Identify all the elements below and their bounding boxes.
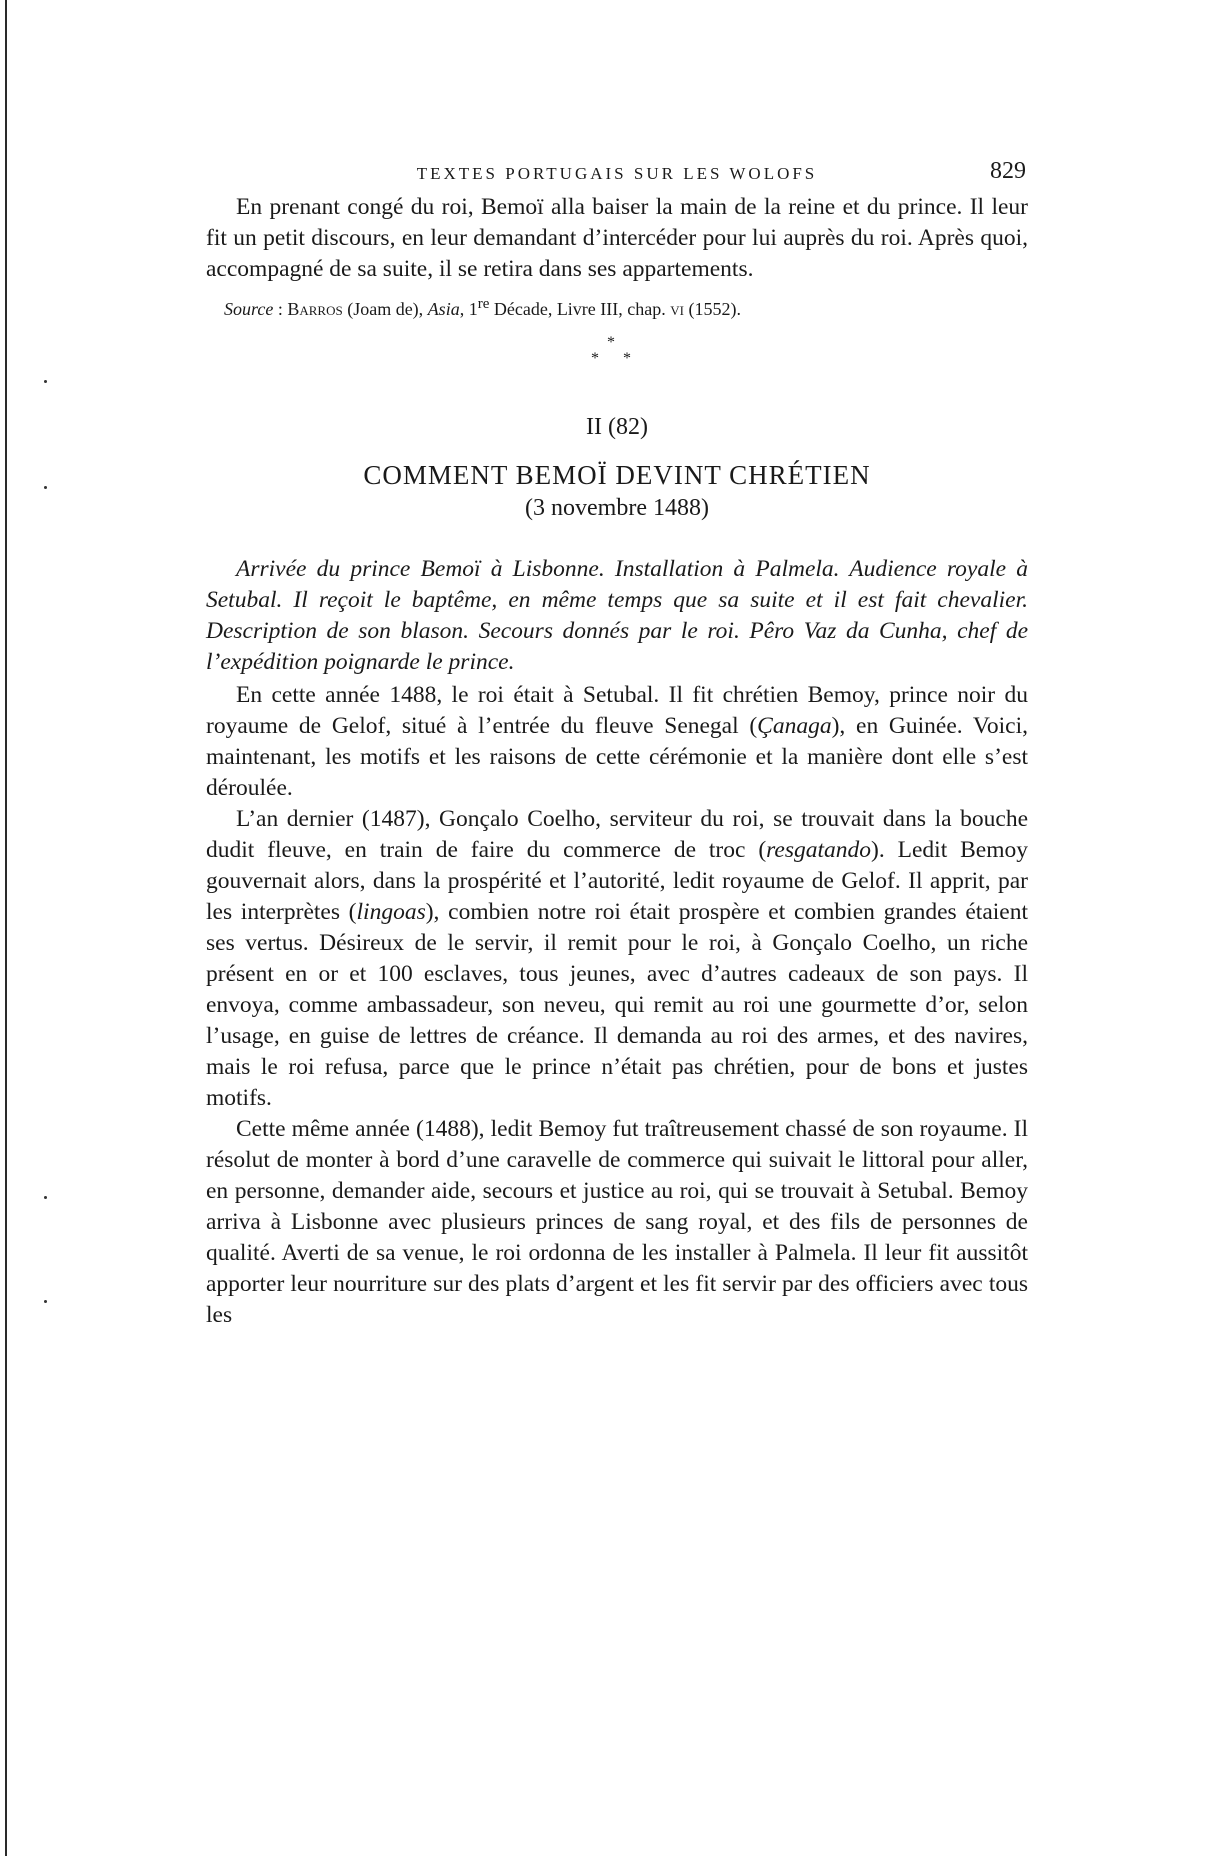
scan-speck (44, 380, 47, 383)
source-separator: : (273, 299, 288, 319)
source-author: Barros (287, 299, 343, 319)
chapter-title: COMMENT BEMOÏ DEVINT CHRÉTIEN (363, 460, 871, 490)
body-paragraph-2 (206, 804, 1028, 1114)
running-head (206, 150, 1028, 192)
source-label: Source (224, 299, 274, 319)
chapter-summary: Arrivée du prince Bemoï à Lisbonne. Installation à Palmela. Audience royale à Setubal. Il reçoit le baptême, en même temps que sa suite et il est fait chevalier. Description de son blason. Secours donnés par le roi. Pêro Vaz da Cunha, chef de l’expédition poignarde le prince. (206, 556, 1028, 675)
asterism-star: * (623, 350, 631, 367)
scan-speck (44, 1300, 47, 1303)
scan-speck (44, 1196, 47, 1199)
p1-text-a: En cette année 1488, le roi était à Setubal. Il fit chrétien Bemoy, prince noir du royaume de Gelof, situé à l’entrée du fleuve Senegal ( (206, 682, 1028, 739)
running-title: TEXTES PORTUGAIS SUR LES WOLOFS (416, 164, 818, 183)
asterism (206, 332, 1028, 396)
chapter-date: (3 novembre 1488) (525, 495, 709, 521)
p2-text-b: ). Ledit Bemoy gouvernait alors, dans la prospérité et l’autorité, ledit royaume de Gelof. Il apprit, par les interprètes ( (206, 837, 1029, 925)
source-decade-sup: re (477, 296, 490, 312)
p2-text-c: ), combien notre roi était prospère et combien grandes étaient ses vertus. Désireux de le servir, il remit pour le roi, à Gonçalo Coelho, un riche présent en or et 100 esclaves, tous jeunes, avec d’autres cadeaux de son pays. Il envoya, comme ambassadeur, son neveu, qui remit au roi une gourmette d’or, selon l’usage, en guise de lettres de créance. Il demanda au roi des armes, et des navires, mais le roi refusa, parce que le prince n’était pas chrétien, pour de bons et justes motifs. (206, 899, 1028, 1111)
source-citation (206, 291, 1028, 322)
p1-text-b: ), en Guinée. Voici, maintenant, les motifs et les raisons de cette cérémonie et la manière dont elle s’est déroulée. (206, 713, 1028, 801)
p2-italic-2: lingoas (356, 899, 426, 925)
asterism-star: * (591, 350, 599, 367)
body-paragraph-3: Cette même année (1488), ledit Bemoy fut traîtreusement chassé de son royaume. Il résolut de monter à bord d’une caravelle de commerce qui suivait le littoral pour aller, en personne, demander aide, secours et justice au roi, qui se trouvait à Setubal. Bemoy arriva à Lisbonne avec plusieurs princes de sang royal, et des fils de personnes de qualité. Averti de sa venue, le roi ordonna de les installer à Palmela. Il leur fit aussitôt apporter leur nourriture sur des plats d’argent et les fit servir par des officiers avec tous les (206, 1116, 1028, 1328)
p2-italic-1: resgatando (766, 837, 872, 863)
scan-speck (44, 486, 47, 489)
page-number: 829 (990, 158, 1026, 184)
opening-paragraph: En prenant congé du roi, Bemoï alla baiser la main de la reine et du prince. Il leur fit un petit discours, en leur demandant d’intercéder pour lui auprès du roi. Après quoi, accompagné de sa suite, il se retira dans ses appartements. (206, 194, 1028, 282)
p1-italic-1: Çanaga (757, 713, 832, 739)
p2-text-a: L’an dernier (1487), Gonçalo Coelho, serviteur du roi, se trouvait dans la bouche dudit fleuve, en train de faire du commerce de troc ( (206, 806, 1028, 863)
source-work: Asia (427, 299, 460, 319)
source-details: Décade, Livre III, chap. (489, 299, 671, 319)
page-edge-line (5, 0, 7, 1856)
source-chapter: vi (670, 299, 684, 319)
source-author-rest: (Joam de), (342, 299, 428, 319)
asterism-star: * (607, 334, 615, 351)
source-decade-num: , 1 (459, 299, 478, 319)
page (206, 150, 1028, 1331)
source-year: (1552). (683, 299, 741, 319)
chapter-number: II (82) (586, 414, 648, 440)
body-paragraph-1 (206, 680, 1028, 804)
